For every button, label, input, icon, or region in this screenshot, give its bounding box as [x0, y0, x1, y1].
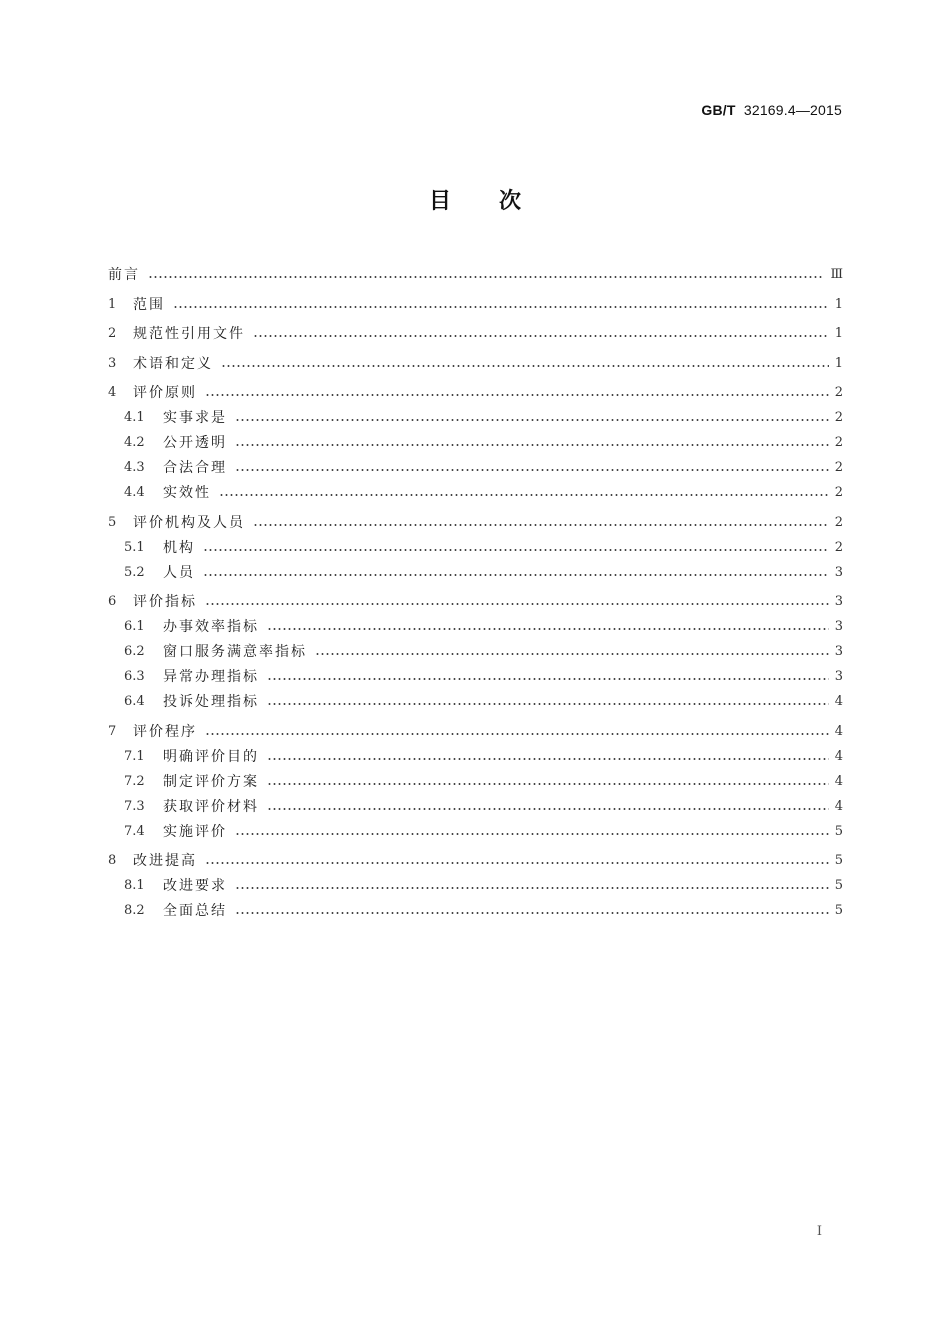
toc-entry-page: Ⅲ — [830, 267, 843, 282]
toc-entry-label: 人员 — [163, 564, 195, 581]
toc-entry-label: 改进提高 — [133, 853, 197, 869]
toc-dot-leader — [235, 417, 829, 423]
toc-entry-page: 1 — [834, 296, 843, 312]
toc-entry[interactable] — [108, 427, 843, 452]
toc-entry-page: 2 — [834, 385, 843, 400]
toc-entry-label: 规范性引用文件 — [133, 326, 245, 342]
toc-entry-page: 4 — [834, 798, 843, 814]
toc-entry-label: 评价指标 — [133, 594, 197, 610]
toc-entry-number: 7.3 — [124, 798, 145, 814]
toc-entry-page: 3 — [834, 644, 843, 659]
toc-entry-label: 前言 — [108, 267, 140, 283]
toc-entry-page: 5 — [834, 823, 843, 839]
toc-entry-number: 5 — [108, 514, 117, 530]
toc-entry-number: 1 — [108, 296, 117, 312]
toc-entry-label: 制定评价方案 — [163, 773, 259, 790]
toc-entry-label: 机构 — [163, 539, 195, 556]
toc-entry-number: 8.2 — [124, 903, 145, 918]
toc-dot-leader — [267, 676, 829, 682]
toc-entry[interactable] — [108, 741, 843, 766]
toc-entry-number: 6.4 — [124, 694, 145, 709]
toc-dot-leader — [267, 626, 829, 632]
toc-entry-page: 3 — [834, 669, 843, 684]
page-number: Ⅰ — [816, 1224, 822, 1239]
toc-entry-number: 5.2 — [124, 564, 145, 580]
toc-entry-number: 7 — [108, 723, 117, 739]
toc-entry-label: 评价程序 — [133, 723, 197, 740]
toc-entry-page: 4 — [834, 723, 843, 739]
toc-entry-number: 4.2 — [124, 435, 145, 450]
toc-entry-page: 4 — [834, 773, 843, 789]
toc-entry[interactable] — [108, 791, 843, 816]
toc-dot-leader — [235, 910, 829, 916]
toc-entry[interactable] — [108, 895, 843, 920]
toc-dot-leader — [267, 701, 829, 707]
toc-entry-page: 4 — [834, 748, 843, 764]
toc-dot-leader — [205, 731, 829, 737]
toc-entry-number: 7.1 — [124, 748, 145, 764]
toc-entry-page: 2 — [834, 485, 843, 500]
toc-entry[interactable] — [108, 532, 843, 557]
toc-entry-number: 8 — [108, 853, 117, 868]
toc-entry-number: 6.2 — [124, 644, 145, 659]
toc-entry-page: 3 — [834, 594, 843, 609]
toc-entry-number: 4.3 — [124, 460, 145, 475]
toc-entry-label: 实施评价 — [163, 823, 227, 840]
page-title: 目次 — [428, 189, 569, 214]
toc-dot-leader — [173, 304, 829, 310]
toc-entry[interactable] — [108, 373, 843, 403]
toc-entry-page: 1 — [834, 326, 843, 341]
toc-entry-label: 范围 — [133, 296, 165, 313]
toc-entry[interactable] — [108, 841, 843, 871]
toc-entry[interactable] — [108, 711, 843, 741]
toc-entry-label: 公开透明 — [163, 435, 227, 451]
toc-entry-number: 6.3 — [124, 669, 145, 684]
toc-entry[interactable] — [108, 816, 843, 841]
toc-entry-number: 4 — [108, 385, 117, 400]
toc-entry-label: 获取评价材料 — [163, 798, 259, 815]
toc-entry-label: 投诉处理指标 — [163, 694, 259, 710]
standard-number: 32169.4—2015 — [743, 102, 842, 118]
toc-entry[interactable] — [108, 502, 843, 532]
toc-dot-leader — [253, 333, 829, 339]
toc-entry[interactable] — [108, 636, 843, 661]
toc-entry[interactable] — [108, 686, 843, 711]
toc-entry-page: 3 — [834, 619, 843, 634]
toc-dot-leader — [235, 467, 829, 473]
standard-prefix: GB/T — [701, 102, 736, 118]
toc-dot-leader — [267, 756, 829, 762]
toc-entry[interactable] — [108, 557, 843, 582]
toc-entry-page: 5 — [834, 878, 843, 893]
toc-entry-number: 7.4 — [124, 823, 145, 839]
toc-entry[interactable] — [108, 314, 843, 344]
toc-entry-page: 2 — [834, 514, 843, 530]
toc-entry-label: 办事效率指标 — [163, 619, 259, 635]
toc-entry-label: 术语和定义 — [133, 355, 213, 372]
toc-entry[interactable] — [108, 343, 843, 373]
toc-dot-leader — [205, 860, 829, 866]
toc-entry-page: 5 — [834, 903, 843, 918]
toc-entry-page: 2 — [834, 410, 843, 425]
toc-dot-leader — [235, 831, 829, 837]
toc-entry-page: 4 — [834, 694, 843, 709]
toc-entry-label: 改进要求 — [163, 878, 227, 894]
toc-entry[interactable] — [108, 452, 843, 477]
toc-dot-leader — [253, 522, 829, 528]
toc-entry[interactable] — [108, 260, 843, 284]
table-of-contents — [108, 260, 843, 920]
toc-entry-number: 4.1 — [124, 410, 145, 425]
toc-entry-number: 2 — [108, 326, 117, 341]
toc-dot-leader — [148, 274, 824, 280]
toc-dot-leader — [203, 572, 829, 578]
toc-entry[interactable] — [108, 477, 843, 502]
toc-dot-leader — [205, 392, 829, 398]
toc-entry-page: 2 — [834, 435, 843, 450]
toc-dot-leader — [235, 885, 829, 891]
toc-dot-leader — [205, 601, 829, 607]
toc-entry[interactable] — [108, 582, 843, 612]
toc-dot-leader — [315, 651, 829, 657]
toc-dot-leader — [267, 806, 829, 812]
toc-entry-number: 3 — [108, 355, 117, 371]
toc-dot-leader — [219, 492, 829, 498]
toc-entry[interactable] — [108, 284, 843, 314]
toc-entry-page: 5 — [834, 853, 843, 868]
toc-entry-label: 实效性 — [163, 485, 211, 501]
toc-entry-label: 评价机构及人员 — [133, 514, 245, 531]
toc-dot-leader — [235, 442, 829, 448]
toc-entry-number: 7.2 — [124, 773, 145, 789]
toc-dot-leader — [203, 547, 829, 553]
toc-entry-page: 2 — [834, 460, 843, 475]
toc-entry-label: 异常办理指标 — [163, 669, 259, 685]
toc-entry-page: 3 — [834, 564, 843, 580]
toc-entry-number: 4.4 — [124, 485, 145, 500]
toc-dot-leader — [267, 781, 829, 787]
toc-entry[interactable] — [108, 870, 843, 895]
toc-entry-number: 8.1 — [124, 878, 145, 893]
toc-entry[interactable] — [108, 766, 843, 791]
toc-entry-number: 6.1 — [124, 619, 145, 634]
toc-dot-leader — [221, 363, 829, 369]
standard-code — [701, 102, 842, 118]
toc-entry-label: 评价原则 — [133, 385, 197, 401]
toc-entry-label: 全面总结 — [163, 903, 227, 919]
toc-entry-page: 2 — [834, 539, 843, 555]
toc-entry-label: 实事求是 — [163, 410, 227, 426]
toc-entry-label: 合法合理 — [163, 460, 227, 476]
toc-entry[interactable] — [108, 402, 843, 427]
toc-entry[interactable] — [108, 611, 843, 636]
toc-entry-page: 1 — [834, 355, 843, 371]
toc-entry-label: 明确评价目的 — [163, 748, 259, 765]
toc-entry-number: 6 — [108, 594, 117, 609]
toc-entry-number: 5.1 — [124, 539, 145, 555]
toc-entry-label: 窗口服务满意率指标 — [163, 644, 307, 660]
toc-entry[interactable] — [108, 661, 843, 686]
